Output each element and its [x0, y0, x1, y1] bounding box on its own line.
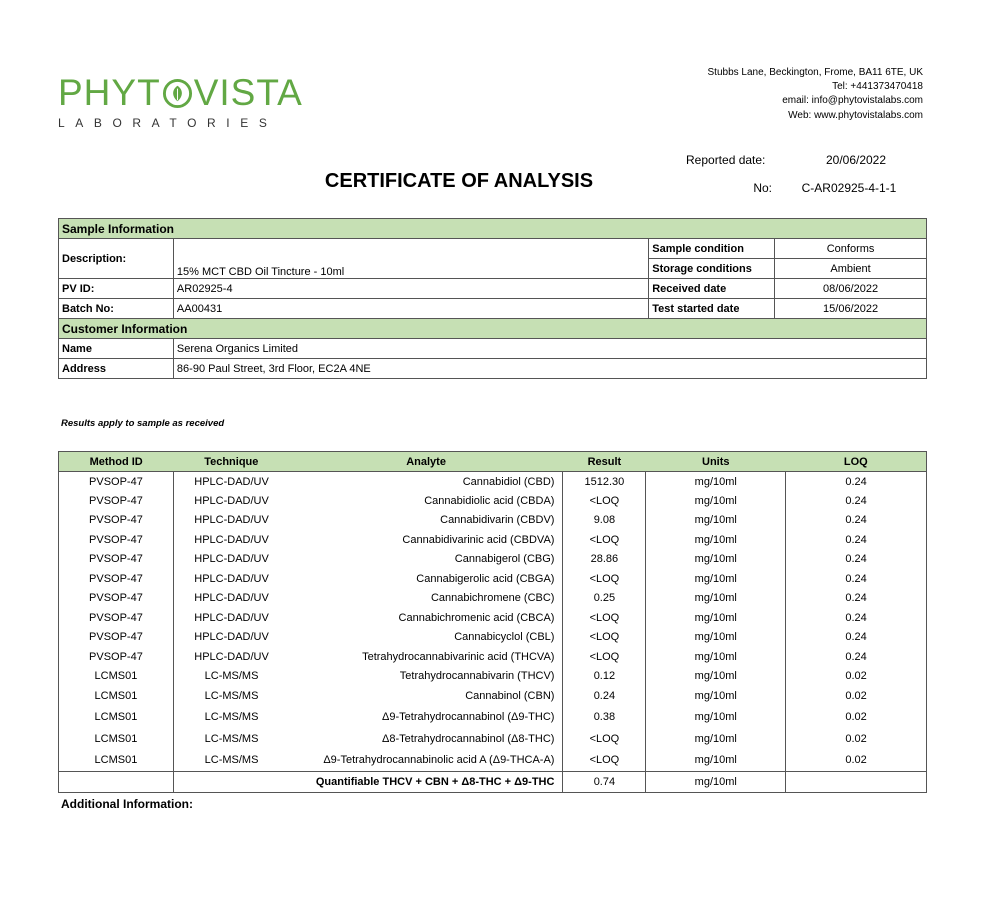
loq-cell: 0.24	[786, 550, 927, 570]
col-header-analyte: Analyte	[289, 452, 563, 472]
technique-cell: HPLC-DAD/UV	[173, 491, 289, 511]
result-cell: <LOQ	[563, 608, 646, 628]
units-cell: mg/10ml	[646, 589, 786, 609]
total-empty-method	[59, 772, 174, 793]
table-row	[59, 589, 927, 609]
units-cell: mg/10ml	[646, 647, 786, 667]
result-cell: <LOQ	[563, 628, 646, 648]
technique-cell: HPLC-DAD/UV	[173, 589, 289, 609]
units-cell: mg/10ml	[646, 667, 786, 687]
logo-wordmark	[58, 74, 303, 112]
sample-condition-value: Conforms	[775, 239, 927, 259]
units-cell: mg/10ml	[646, 569, 786, 589]
results-header-row	[59, 452, 927, 472]
method-id-cell: PVSOP-47	[59, 472, 174, 492]
logo-name-left: PHYT	[58, 72, 161, 113]
method-id-cell: PVSOP-47	[59, 550, 174, 570]
contact-email: email: info@phytovistalabs.com	[782, 95, 923, 107]
result-cell: 1512.30	[563, 472, 646, 492]
total-label: Quantifiable THCV + CBN + Δ8-THC + Δ9-THC	[289, 772, 563, 793]
table-row	[59, 686, 927, 706]
technique-cell: LC-MS/MS	[173, 750, 289, 772]
method-id-cell: PVSOP-47	[59, 608, 174, 628]
technique-cell: HPLC-DAD/UV	[173, 647, 289, 667]
contact-tel: Tel: +441373470418	[832, 81, 923, 93]
storage-conditions-label: Storage conditions	[649, 259, 775, 279]
results-table	[58, 451, 927, 793]
loq-cell: 0.24	[786, 511, 927, 531]
sample-condition-label: Sample condition	[649, 239, 775, 259]
received-date-label: Received date	[649, 279, 775, 299]
batch-no-label: Batch No:	[59, 299, 174, 319]
customer-address-label: Address	[59, 359, 174, 379]
units-cell: mg/10ml	[646, 472, 786, 492]
table-row	[59, 750, 927, 772]
loq-cell: 0.02	[786, 667, 927, 687]
contact-web: Web: www.phytovistalabs.com	[788, 109, 923, 121]
analyte-cell: Cannabinol (CBN)	[289, 686, 563, 706]
loq-cell: 0.24	[786, 569, 927, 589]
contact-block	[708, 66, 923, 123]
analyte-cell: Cannabigerol (CBG)	[289, 550, 563, 570]
units-cell: mg/10ml	[646, 511, 786, 531]
result-cell: 0.24	[563, 686, 646, 706]
result-cell: <LOQ	[563, 728, 646, 750]
col-header-technique: Technique	[173, 452, 289, 472]
contact-address: Stubbs Lane, Beckington, Frome, BA11 6TE, UK	[707, 67, 923, 78]
col-header-result: Result	[563, 452, 646, 472]
technique-cell: HPLC-DAD/UV	[173, 628, 289, 648]
customer-name-value: Serena Organics Limited	[173, 339, 926, 359]
report-no-value: C-AR02925-4-1-1	[801, 181, 897, 195]
units-cell: mg/10ml	[646, 530, 786, 550]
test-started-label: Test started date	[649, 299, 775, 319]
col-header-loq: LOQ	[786, 452, 927, 472]
analyte-cell: Δ9-Tetrahydrocannabinol (Δ9-THC)	[289, 706, 563, 728]
method-id-cell: LCMS01	[59, 667, 174, 687]
result-cell: <LOQ	[563, 530, 646, 550]
total-result: 0.74	[563, 772, 646, 793]
result-cell: <LOQ	[563, 491, 646, 511]
table-row	[59, 472, 927, 492]
total-row	[59, 772, 927, 793]
analyte-cell: Δ8-Tetrahydrocannabinol (Δ8-THC)	[289, 728, 563, 750]
customer-info-header: Customer Information	[59, 319, 927, 339]
storage-conditions-value: Ambient	[775, 259, 927, 279]
col-header-units: Units	[646, 452, 786, 472]
logo-subtitle: LABORATORIES	[58, 116, 278, 130]
method-id-cell: LCMS01	[59, 686, 174, 706]
method-id-cell: PVSOP-47	[59, 589, 174, 609]
table-row	[59, 491, 927, 511]
units-cell: mg/10ml	[646, 628, 786, 648]
result-cell: 28.86	[563, 550, 646, 570]
batch-no-value: AA00431	[173, 299, 648, 319]
document-title-text: CERTIFICATE OF ANALYSIS	[324, 170, 594, 192]
loq-cell: 0.24	[786, 530, 927, 550]
total-units: mg/10ml	[646, 772, 786, 793]
loq-cell: 0.24	[786, 589, 927, 609]
method-id-cell: PVSOP-47	[59, 628, 174, 648]
loq-cell: 0.02	[786, 686, 927, 706]
table-row	[59, 550, 927, 570]
analyte-cell: Cannabigerolic acid (CBGA)	[289, 569, 563, 589]
units-cell: mg/10ml	[646, 608, 786, 628]
analyte-cell: Δ9-Tetrahydrocannabinolic acid A (Δ9-THCA-A)	[289, 750, 563, 772]
units-cell: mg/10ml	[646, 706, 786, 728]
technique-cell: LC-MS/MS	[173, 728, 289, 750]
loq-cell: 0.24	[786, 647, 927, 667]
received-date-value: 08/06/2022	[775, 279, 927, 299]
loq-cell: 0.02	[786, 706, 927, 728]
description-label: Description:	[59, 239, 174, 279]
table-row	[59, 628, 927, 648]
analyte-cell: Cannabidiol (CBD)	[289, 472, 563, 492]
units-cell: mg/10ml	[646, 550, 786, 570]
technique-cell: HPLC-DAD/UV	[173, 550, 289, 570]
analyte-cell: Tetrahydrocannabivarin (THCV)	[289, 667, 563, 687]
analyte-cell: Cannabidivarin (CBDV)	[289, 511, 563, 531]
document-title	[0, 170, 918, 193]
units-cell: mg/10ml	[646, 728, 786, 750]
technique-cell: HPLC-DAD/UV	[173, 530, 289, 550]
table-row	[59, 706, 927, 728]
analyte-cell: Cannabicyclol (CBL)	[289, 628, 563, 648]
technique-cell: LC-MS/MS	[173, 706, 289, 728]
result-cell: 0.38	[563, 706, 646, 728]
pvid-value: AR02925-4	[173, 279, 648, 299]
company-logo	[58, 74, 303, 130]
analyte-cell: Cannabichromenic acid (CBCA)	[289, 608, 563, 628]
result-cell: 0.25	[563, 589, 646, 609]
customer-name-label: Name	[59, 339, 174, 359]
table-row	[59, 569, 927, 589]
pvid-label: PV ID:	[59, 279, 174, 299]
loq-cell: 0.02	[786, 728, 927, 750]
reported-date-value: 20/06/2022	[825, 153, 887, 167]
total-empty-loq	[786, 772, 927, 793]
reported-date-label: Reported date:	[686, 153, 766, 167]
technique-cell: LC-MS/MS	[173, 686, 289, 706]
col-header-method: Method ID	[59, 452, 174, 472]
sample-info-header: Sample Information	[59, 219, 927, 239]
table-row	[59, 728, 927, 750]
technique-cell: HPLC-DAD/UV	[173, 569, 289, 589]
method-id-cell: LCMS01	[59, 706, 174, 728]
result-cell: 9.08	[563, 511, 646, 531]
technique-cell: LC-MS/MS	[173, 667, 289, 687]
loq-cell: 0.24	[786, 491, 927, 511]
analyte-cell: Cannabidiolic acid (CBDA)	[289, 491, 563, 511]
units-cell: mg/10ml	[646, 750, 786, 772]
result-cell: <LOQ	[563, 569, 646, 589]
technique-cell: HPLC-DAD/UV	[173, 608, 289, 628]
method-id-cell: PVSOP-47	[59, 511, 174, 531]
analyte-cell: Cannabichromene (CBC)	[289, 589, 563, 609]
test-started-value: 15/06/2022	[775, 299, 927, 319]
loq-cell: 0.24	[786, 608, 927, 628]
result-cell: 0.12	[563, 667, 646, 687]
loq-cell: 0.24	[786, 628, 927, 648]
table-row	[59, 530, 927, 550]
result-cell: <LOQ	[563, 647, 646, 667]
additional-info-label: Additional Information:	[61, 797, 193, 811]
technique-cell: HPLC-DAD/UV	[173, 511, 289, 531]
description-value: 15% MCT CBD Oil Tincture - 10ml	[173, 239, 648, 279]
analyte-cell: Cannabidivarinic acid (CBDVA)	[289, 530, 563, 550]
method-id-cell: PVSOP-47	[59, 491, 174, 511]
loq-cell: 0.02	[786, 750, 927, 772]
technique-cell: HPLC-DAD/UV	[173, 472, 289, 492]
table-row	[59, 647, 927, 667]
result-cell: <LOQ	[563, 750, 646, 772]
units-cell: mg/10ml	[646, 686, 786, 706]
analyte-cell: Tetrahydrocannabivarinic acid (THCVA)	[289, 647, 563, 667]
table-row	[59, 511, 927, 531]
leaf-o-icon	[162, 78, 193, 109]
logo-name-right: VISTA	[193, 72, 303, 113]
method-id-cell: PVSOP-47	[59, 569, 174, 589]
method-id-cell: PVSOP-47	[59, 647, 174, 667]
table-row	[59, 667, 927, 687]
report-no-label: No:	[753, 181, 772, 195]
results-note: Results apply to sample as received	[61, 418, 225, 429]
method-id-cell: PVSOP-47	[59, 530, 174, 550]
sample-info-table	[58, 218, 927, 379]
units-cell: mg/10ml	[646, 491, 786, 511]
method-id-cell: LCMS01	[59, 728, 174, 750]
table-row	[59, 608, 927, 628]
customer-address-value: 86-90 Paul Street, 3rd Floor, EC2A 4NE	[173, 359, 926, 379]
total-empty-technique	[173, 772, 289, 793]
loq-cell: 0.24	[786, 472, 927, 492]
method-id-cell: LCMS01	[59, 750, 174, 772]
